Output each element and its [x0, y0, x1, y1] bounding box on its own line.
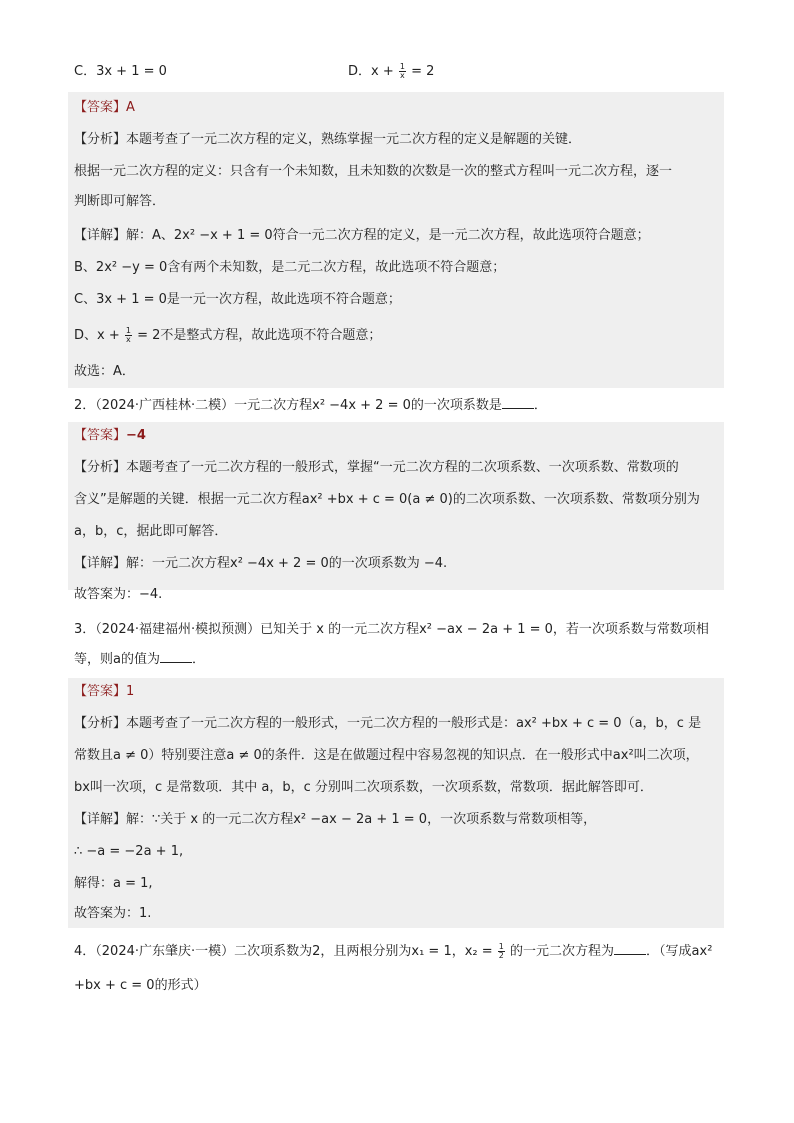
- q1-detail-line-4: D、x + $\frac{1}{x}$ = 2不是整式方程，故此选项不符合题意；: [74, 326, 382, 344]
- option-d: D．x + $\frac{1}{x}$ = 2: [348, 62, 435, 80]
- option-c: C．3x + 1 = 0: [74, 64, 167, 79]
- q3-stem-line-2: 等，则a的值为 ．: [74, 652, 205, 667]
- q1-answer: 【答案】A: [74, 100, 135, 115]
- q3-answer: 【答案】1: [74, 684, 135, 699]
- answer-blank[interactable]: [160, 650, 192, 663]
- q3-detail-line-1: 【详解】解：∵关于 x 的一元二次方程x² −ax − 2a + 1 = 0，一次项系数与常数项相等，: [74, 812, 597, 827]
- q2-answer: 【答案】−4: [74, 428, 146, 443]
- answer-blank[interactable]: [614, 942, 646, 955]
- answer-blank[interactable]: [502, 396, 534, 409]
- fraction-1-over-x: $\frac{1}{x}$: [399, 62, 405, 80]
- q4-stem-line-2: +bx + c = 0的形式）: [74, 978, 207, 993]
- q1-detail-line-3: C、3x + 1 = 0是一元一次方程，故此选项不符合题意；: [74, 292, 401, 307]
- q2-detail: 【详解】解：一元二次方程x² −4x + 2 = 0的一次项系数为 −4.: [74, 556, 448, 571]
- q1-detail-line-1: 【详解】解：A、2x² −x + 1 = 0符合一元二次方程的定义，是一元二次方程，故此选项符合题意；: [74, 228, 650, 243]
- q3-detail-line-2: ∴ −a = −2a + 1,: [74, 844, 184, 859]
- q3-analysis-line-2: 常数且a ≠ 0）特别要注意a ≠ 0的条件．这是在做题过程中容易忽视的知识点．在一般形式中ax²叫二次项，: [74, 748, 699, 763]
- q2-analysis-line-1: 【分析】本题考查了一元二次方程的一般形式，掌握“一元二次方程的二次项系数、一次项系数、常数项的: [74, 460, 679, 475]
- q3-analysis-line-3: bx叫一次项，c 是常数项．其中 a，b，c 分别叫二次项系数，一次项系数，常数项．据此解答即可．: [74, 780, 653, 795]
- q1-detail-line-2: B、2x² −y = 0含有两个未知数，是二元二次方程，故此选项不符合题意；: [74, 260, 506, 275]
- q2-conclusion: 故答案为：−4.: [74, 587, 163, 602]
- q1-analysis-line-1: 【分析】本题考查了一元二次方程的定义，熟练掌握一元二次方程的定义是解题的关键．: [74, 132, 582, 147]
- q2-stem: 2．（2024·广西桂林·二模）一元二次方程x² −4x + 2 = 0的一次项系数是 ．: [74, 398, 547, 413]
- fraction-1-over-x-detail: $\frac{1}{x}$: [125, 326, 131, 344]
- q2-analysis-line-3: a，b，c，据此即可解答．: [74, 524, 228, 539]
- q3-analysis-line-1: 【分析】本题考查了一元二次方程的一般形式，一元二次方程的一般形式是：ax² +bx + c = 0（a，b，c 是: [74, 716, 702, 731]
- q2-analysis-line-2: 含义”是解题的关键．根据一元二次方程ax² +bx + c = 0(a ≠ 0)的二次项系数、一次项系数、常数项分别为: [74, 492, 700, 507]
- q4-stem-line-1: 4．（2024·广东肇庆·一模）二次项系数为2，且两根分别为x₁ = 1，x₂ = $\frac{1}{2}$ 的一元二次方程为 ．（写成ax²: [74, 942, 713, 960]
- q1-conclusion: 故选：A．: [74, 364, 135, 379]
- q1-analysis-line-2: 根据一元二次方程的定义：只含有一个未知数，且未知数的次数是一次的整式方程叫一元二次方程，逐一: [74, 164, 673, 179]
- fraction-1-over-2: $\frac{1}{2}$: [498, 942, 504, 960]
- q3-detail-line-3: 解得：a = 1,: [74, 876, 153, 891]
- q3-conclusion: 故答案为：1.: [74, 906, 152, 921]
- q3-stem-line-1: 3．（2024·福建福州·模拟预测）已知关于 x 的一元二次方程x² −ax − 2a + 1 = 0，若一次项系数与常数项相: [74, 622, 709, 637]
- q1-analysis-line-3: 判断即可解答．: [74, 194, 166, 209]
